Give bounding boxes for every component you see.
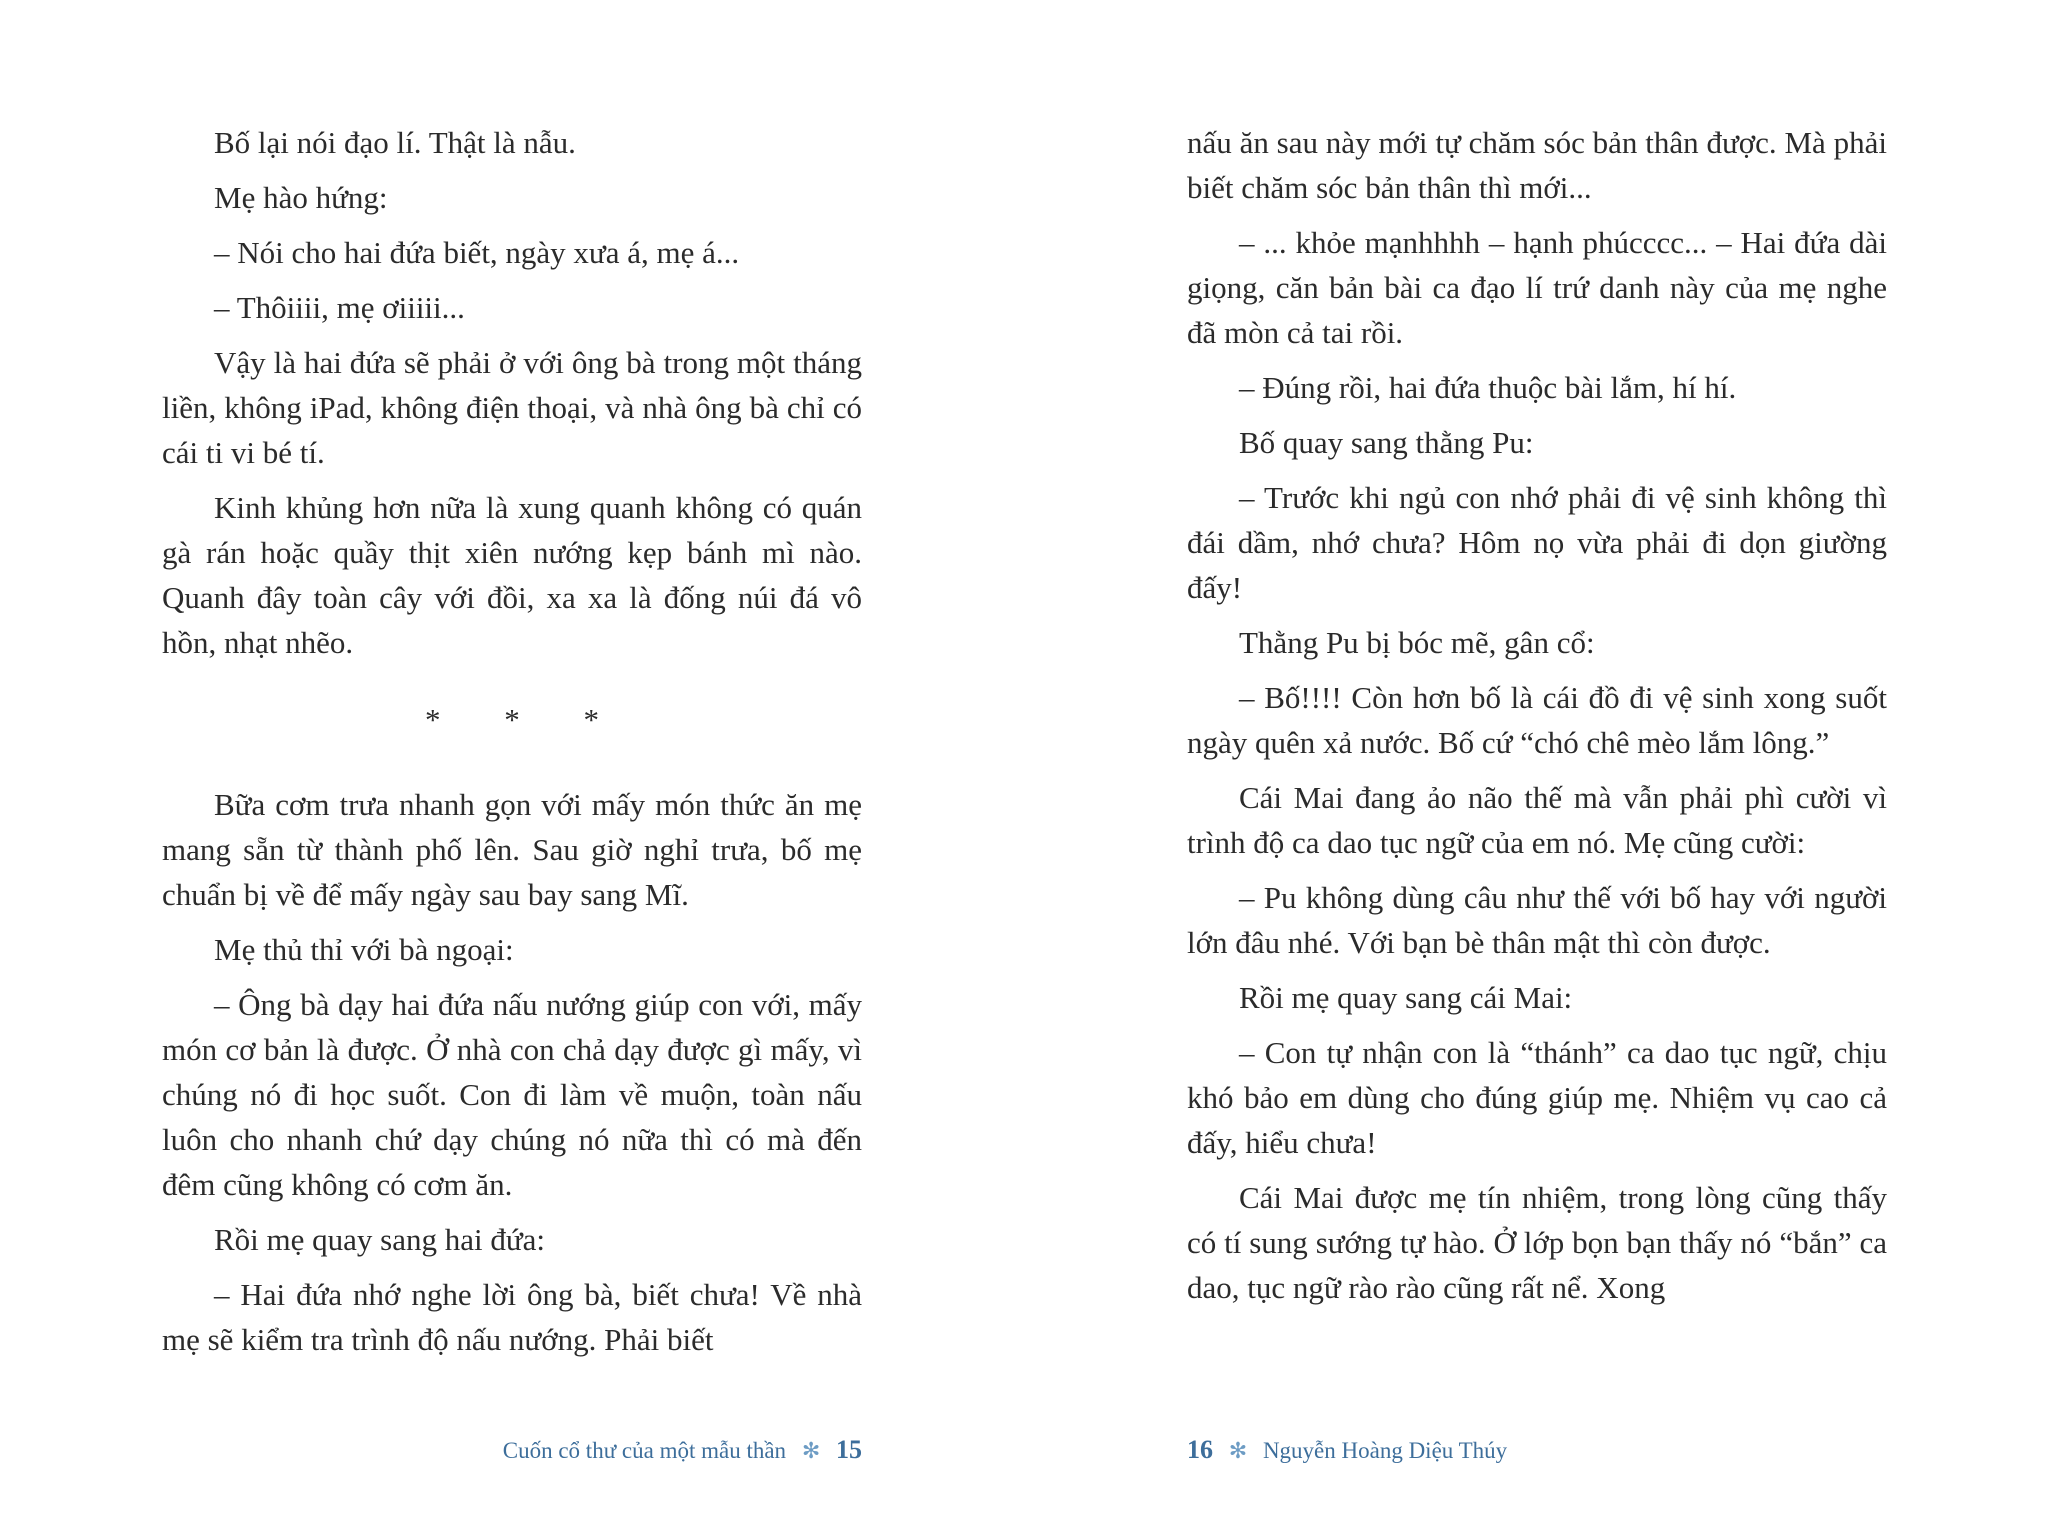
paragraph: – Trước khi ngủ con nhớ phải đi vệ sinh không thì đái dầm, nhớ chưa? Hôm nọ vừa phải đi dọn giường đấy! <box>1187 480 1887 605</box>
paragraph: Mẹ thủ thỉ với bà ngoại: <box>214 932 514 967</box>
paragraph: Thằng Pu bị bóc mẽ, gân cổ: <box>1239 625 1595 660</box>
asterisk-ornament-icon: ✻ <box>801 1438 821 1463</box>
paragraph: – Hai đứa nhớ nghe lời ông bà, biết chưa! Về nhà mẹ sẽ kiểm tra trình độ nấu nướng. Phải biết <box>162 1277 862 1357</box>
paragraph: Rồi mẹ quay sang hai đứa: <box>214 1222 546 1257</box>
paragraph: Bố quay sang thằng Pu: <box>1239 425 1534 460</box>
author-name: Nguyễn Hoàng Diệu Thúy <box>1262 1438 1508 1463</box>
paragraph: Bố lại nói đạo lí. Thật là nẫu. <box>214 125 576 160</box>
paragraph: Mẹ hào hứng: <box>214 180 388 215</box>
paragraph: – Ông bà dạy hai đứa nấu nướng giúp con với, mấy món cơ bản là được. Ở nhà con chả dạy được gì mấy, vì chúng nó đi học suốt. Con đi làm về muộn, toàn nấu luôn cho nhanh chứ dạy chúng nó nữa thì có mà đến đêm cũng không có cơm ăn. <box>162 987 862 1202</box>
asterisk-ornament-icon: ✻ <box>1228 1438 1248 1463</box>
left-page-footer <box>503 1435 862 1465</box>
book-title: Cuốn cổ thư của một mẫu thần <box>502 1438 787 1463</box>
paragraph: Cái Mai đang ảo não thế mà vẫn phải phì cười vì trình độ ca dao tục ngữ của em nó. Mẹ cũng cười: <box>1187 780 1887 860</box>
paragraph: Vậy là hai đứa sẽ phải ở với ông bà trong một tháng liền, không iPad, không điện thoại, và nhà ông bà chỉ có cái ti vi bé tí. <box>162 345 862 470</box>
page-number: 16 <box>1187 1435 1213 1464</box>
paragraph: Rồi mẹ quay sang cái Mai: <box>1239 980 1573 1015</box>
right-page <box>1187 120 1887 1320</box>
paragraph: Bữa cơm trưa nhanh gọn với mấy món thức ăn mẹ mang sẵn từ thành phố lên. Sau giờ nghỉ trưa, bố mẹ chuẩn bị về để mấy ngày sau bay sang Mĩ. <box>162 787 862 912</box>
left-page <box>162 120 862 1372</box>
paragraph: Kinh khủng hơn nữa là xung quanh không có quán gà rán hoặc quầy thịt xiên nướng kẹp bánh mì nào. Quanh đây toàn cây với đồi, xa xa là đống núi đá vô hồn, nhạt nhẽo. <box>162 490 862 660</box>
paragraph: – ... khỏe mạnhhhh – hạnh phúcccc... – Hai đứa dài giọng, căn bản bài ca đạo lí trứ danh này của mẹ nghe đã mòn cả tai rồi. <box>1187 225 1887 350</box>
right-page-footer <box>1187 1435 1507 1465</box>
paragraph: – Con tự nhận con là “thánh” ca dao tục ngữ, chịu khó bảo em dùng cho đúng giúp mẹ. Nhiệm vụ cao cả đấy, hiểu chưa! <box>1187 1035 1887 1160</box>
page-number: 15 <box>836 1435 862 1464</box>
paragraph-continuation: nấu ăn sau này mới tự chăm sóc bản thân được. Mà phải biết chăm sóc bản thân thì mới... <box>1187 125 1887 205</box>
paragraph: – Thôiiii, mẹ ơiiiii... <box>214 290 465 325</box>
paragraph: – Pu không dùng câu như thế với bố hay với người lớn đâu nhé. Với bạn bè thân mật thì còn được. <box>1187 880 1887 960</box>
section-separator: * * * <box>425 702 627 737</box>
paragraph: – Đúng rồi, hai đứa thuộc bài lắm, hí hí. <box>1239 370 1737 405</box>
paragraph: – Bố!!!! Còn hơn bố là cái đồ đi vệ sinh xong suốt ngày quên xả nước. Bố cứ “chó chê mèo lắm lông.” <box>1187 680 1887 760</box>
paragraph: Cái Mai được mẹ tín nhiệm, trong lòng cũng thấy có tí sung sướng tự hào. Ở lớp bọn bạn thấy nó “bắn” ca dao, tục ngữ rào rào cũng rất nể. Xong <box>1187 1180 1887 1305</box>
paragraph: – Nói cho hai đứa biết, ngày xưa á, mẹ á... <box>214 235 740 270</box>
